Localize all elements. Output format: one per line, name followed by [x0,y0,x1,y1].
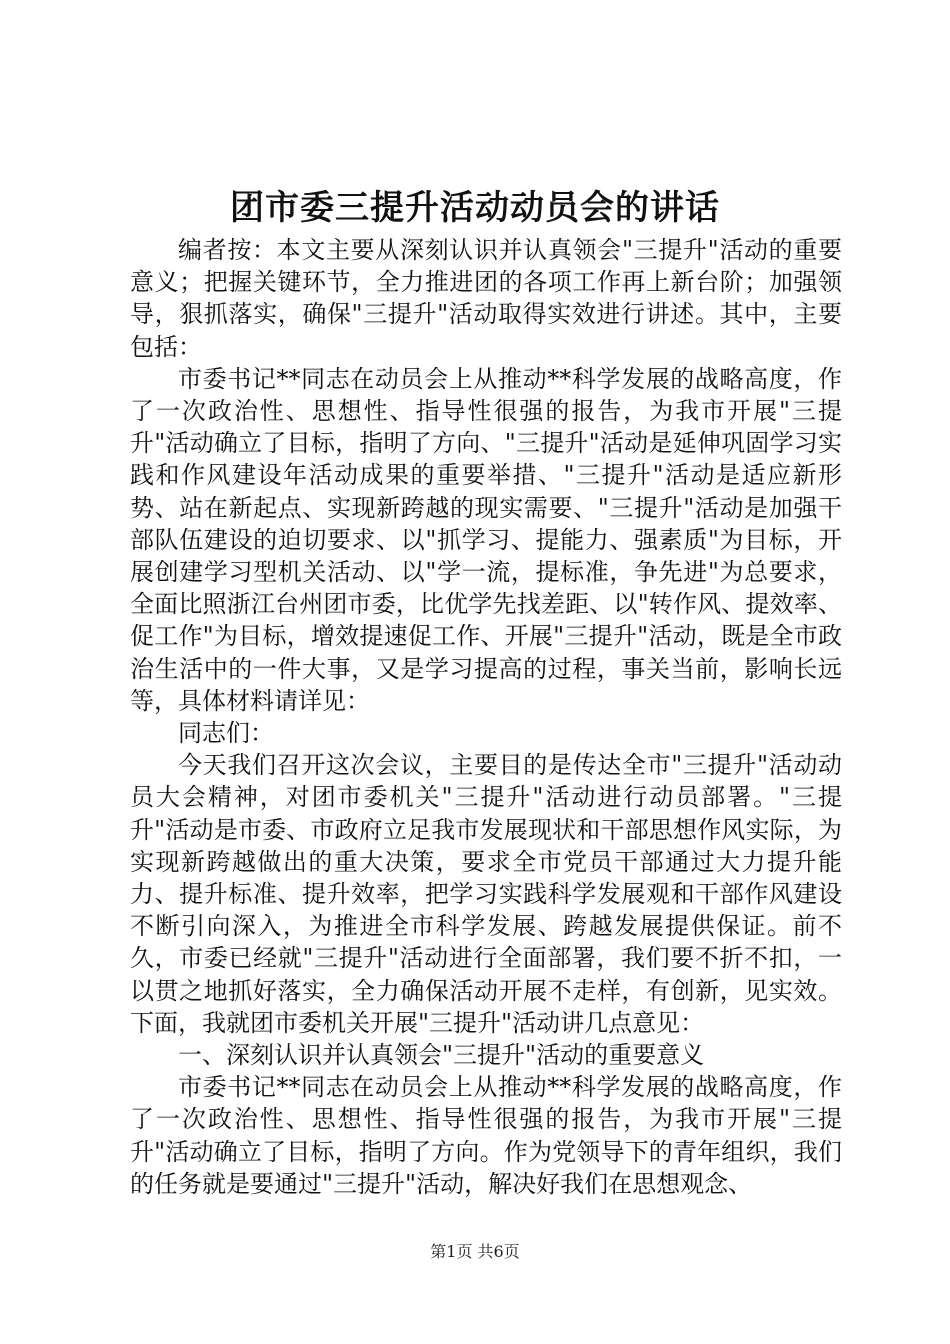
salutation-paragraph: 同志们： [178,719,274,748]
document-title: 团市委三提升活动动员会的讲话 [230,188,720,228]
opening-paragraph: 今天我们召开这次会议，主要目的是传达全市"三提升"活动动员大会精神，对团市委机关"三提升"活动进行动员部署。"三提升"活动是市委、市政府立足我市发展现状和干部思想作风实际，为实现新跨越做出的重大决策，要求全市党员干部通过大力提升能力、提升标准、提升效率，把学习实践科学发展观和干部作风建设不断引向深入，为推进全市科学发展、跨越发展提供保证。前不久，市委已经就"三提升"活动进行全面部署，我们要不折不扣，一以贯之地抓好落实，全力确保活动开展不走样，有创新，见实效。下面，我就团市委机关开展"三提升"活动讲几点意见： [130,751,842,1037]
page-number-footer: 第1页 共6页 [430,1242,520,1261]
section-1-paragraph: 市委书记**同志在动员会上从推动**科学发展的战略高度，作了一次政治性、思想性、指导性很强的报告，为我市开展"三提升"活动确立了目标，指明了方向。作为党领导下的青年组织，我们的任务就是要通过"三提升"活动，解决好我们在思想观念、 [130,1073,842,1198]
summary-paragraph: 市委书记**同志在动员会上从推动**科学发展的战略高度，作了一次政治性、思想性、指导性很强的报告，为我市开展"三提升"活动确立了目标，指明了方向、"三提升"活动是延伸巩固学习实践和作风建设年活动成果的重要举措、"三提升"活动是适应新形势、站在新起点、实现新跨越的现实需要、"三提升"活动是加强干部队伍建设的迫切要求、以"抓学习、提能力、强素质"为目标，开展创建学习型机关活动、以"学一流，提标准，争先进"为总要求，全面比照浙江台州团市委，比优学先找差距、以"转作风、提效率、促工作"为目标，增效提速促工作、开展"三提升"活动，既是全市政治生活中的一件大事，又是学习提高的过程，事关当前，影响长远等，具体材料请详见： [130,364,842,715]
section-heading-1: 一、深刻认识并认真领会"三提升"活动的重要意义 [178,1041,705,1070]
editor-note-paragraph: 编者按：本文主要从深刻认识并认真领会"三提升"活动的重要意义；把握关键环节，全力推进团的各项工作再上新台阶；加强领导，狠抓落实，确保"三提升"活动取得实效进行讲述。其中，主要包括： [130,236,842,361]
document-body [130,234,842,1200]
